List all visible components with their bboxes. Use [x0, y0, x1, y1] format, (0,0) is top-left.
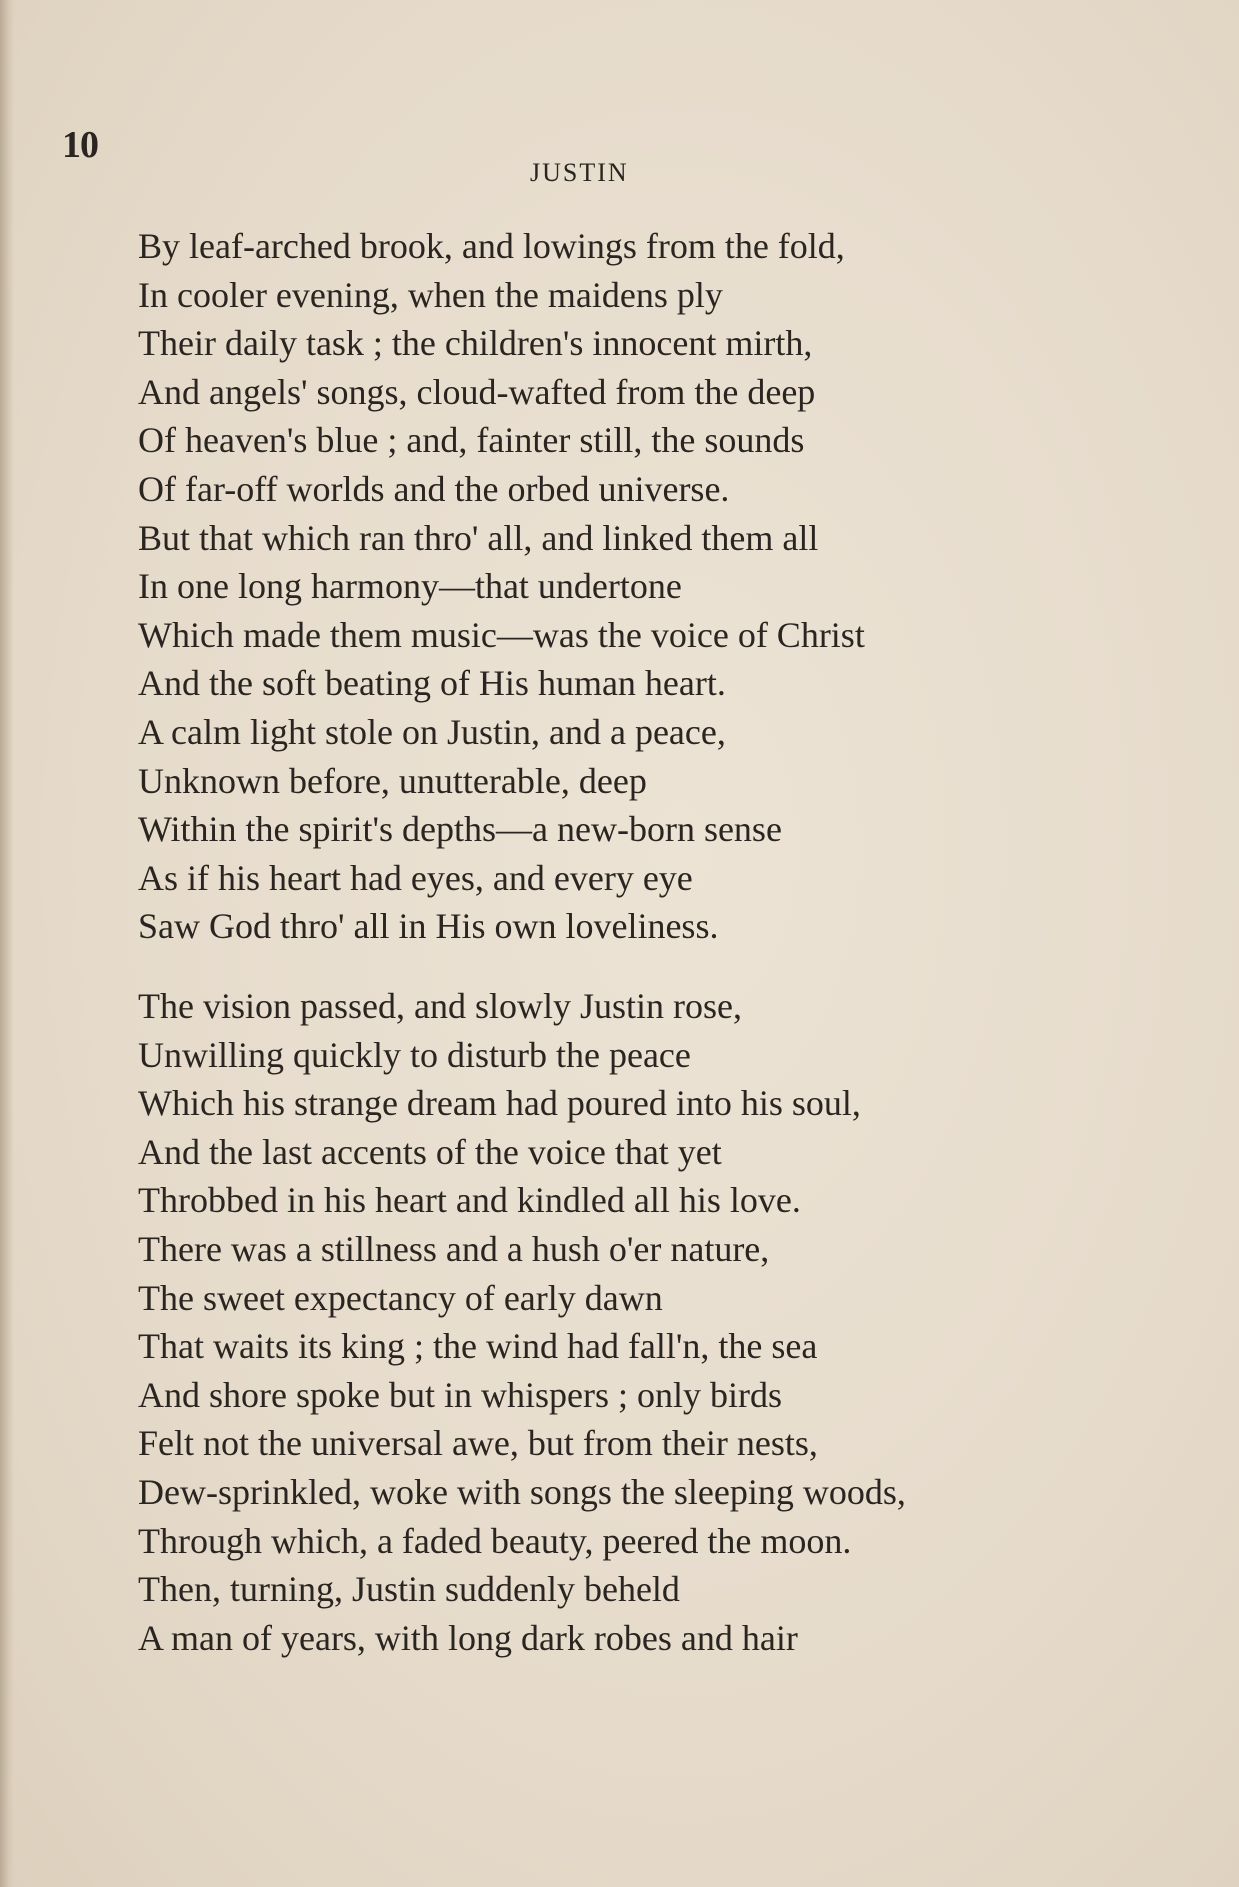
poem-line: Which his strange dream had poured into his soul, — [138, 1083, 861, 1124]
poem-line: Dew-sprinkled, woke with songs the sleeping woods, — [138, 1471, 906, 1512]
poem-line: The sweet expectancy of early dawn — [138, 1277, 663, 1318]
page-number: 10 — [62, 124, 98, 166]
poem-line: And angels' songs, cloud-wafted from the deep — [138, 371, 816, 412]
stanza-1 — [138, 222, 1138, 951]
poem-line: And the last accents of the voice that yet — [138, 1131, 722, 1172]
poem-line: A calm light stole on Justin, and a peace, — [138, 711, 726, 752]
poem-line: Of far-off worlds and the orbed universe. — [138, 468, 730, 509]
poem-line: That waits its king ; the wind had fall'n, the sea — [138, 1326, 818, 1367]
running-head: JUSTIN — [530, 158, 629, 187]
poem-line: Their daily task ; the children's innocent mirth, — [138, 323, 813, 364]
poem-line: Throbbed in his heart and kindled all his love. — [138, 1180, 801, 1221]
poem-line: By leaf-arched brook, and lowings from the fold, — [138, 226, 845, 266]
poem-line: Within the spirit's depths—a new-born sense — [138, 809, 782, 850]
poem-line: Felt not the universal awe, but from their nests, — [138, 1423, 818, 1464]
poem-line: Saw God thro' all in His own loveliness. — [138, 906, 719, 947]
poem-line: Unknown before, unutterable, deep — [138, 760, 647, 801]
poem-line: Unwilling quickly to disturb the peace — [138, 1034, 691, 1075]
poem-line: Then, turning, Justin suddenly beheld — [138, 1569, 680, 1610]
poem-line: In cooler evening, when the maidens ply — [138, 274, 723, 315]
poem-line: But that which ran thro' all, and linked them all — [138, 517, 819, 558]
stanza-2 — [138, 982, 1138, 1662]
poem-line: And shore spoke but in whispers ; only birds — [138, 1374, 782, 1415]
poem-line: There was a stillness and a hush o'er nature, — [138, 1228, 770, 1269]
poem-line: In one long harmony—that undertone — [138, 566, 682, 607]
poem-line: As if his heart had eyes, and every eye — [138, 857, 693, 898]
poem-line: The vision passed, and slowly Justin rose, — [138, 986, 742, 1026]
poem-line: And the soft beating of His human heart. — [138, 663, 726, 704]
page-gutter-edge — [0, 0, 14, 1887]
poem-line: Through which, a faded beauty, peered the moon. — [138, 1520, 852, 1561]
poem-line: Of heaven's blue ; and, fainter still, the sounds — [138, 420, 805, 461]
poem-line: A man of years, with long dark robes and hair — [138, 1617, 798, 1658]
poem-line: Which made them music—was the voice of Christ — [138, 614, 865, 655]
